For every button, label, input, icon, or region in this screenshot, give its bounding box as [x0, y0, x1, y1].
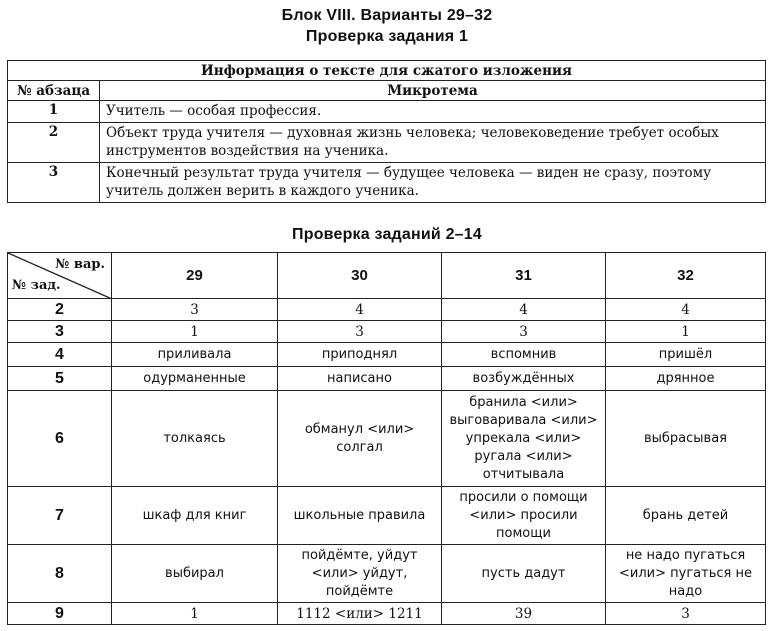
- table-row: [8, 123, 766, 163]
- section-title: Проверка заданий 2–14: [292, 226, 482, 243]
- answer-cell: возбуждённых: [442, 367, 606, 391]
- task-header-label: № зад.: [12, 278, 61, 293]
- table-row: [8, 545, 766, 603]
- answer-cell: шкаф для книг: [112, 487, 278, 545]
- variant-header: 29: [112, 253, 278, 299]
- answer-cell: обманул <или> солгал: [278, 391, 442, 487]
- paragraph-number: 2: [8, 123, 100, 163]
- variant-header: 32: [606, 253, 766, 299]
- table-row: [8, 603, 766, 625]
- answer-cell: 3: [112, 299, 278, 321]
- page-title: Блок VIII. Варианты 29–32: [281, 7, 493, 24]
- table-row: [8, 163, 766, 203]
- answer-cell: пусть дадут: [442, 545, 606, 603]
- table-row: [8, 367, 766, 391]
- variant-header: 31: [442, 253, 606, 299]
- table-row: [8, 487, 766, 545]
- task-number: 4: [8, 343, 112, 367]
- microtheme-text: Конечный результат труда учителя — будущее человека — виден не сразу, поэтому учитель должен верить в каждого ученика.: [100, 163, 766, 203]
- answer-cell: 3: [606, 603, 766, 625]
- task-number: 3: [8, 321, 112, 343]
- answer-cell: брань детей: [606, 487, 766, 545]
- task-number: 2: [8, 299, 112, 321]
- answer-cell: 1: [112, 321, 278, 343]
- task-number: 9: [8, 603, 112, 625]
- paragraph-number: 3: [8, 163, 100, 203]
- task-number: 8: [8, 545, 112, 603]
- answer-cell: школьные правила: [278, 487, 442, 545]
- table-row: [8, 101, 766, 123]
- answer-cell: приливала: [112, 343, 278, 367]
- info-col-paragraph: № абзаца: [8, 81, 100, 101]
- page-subtitle: Проверка задания 1: [305, 28, 469, 45]
- answer-cell: 39: [442, 603, 606, 625]
- answer-cell: 3: [278, 321, 442, 343]
- answer-cell: одурманенные: [112, 367, 278, 391]
- answer-cell: пришёл: [606, 343, 766, 367]
- answer-cell: выбирал: [112, 545, 278, 603]
- answer-cell: выбрасывая: [606, 391, 766, 487]
- info-col-microtheme: Микротема: [100, 81, 766, 101]
- table-row: [8, 321, 766, 343]
- info-table-title: Информация о тексте для сжатого изложения: [8, 61, 766, 81]
- answer-cell: не надо пугаться <или> пугаться не надо: [606, 545, 766, 603]
- answer-cell: дрянное: [606, 367, 766, 391]
- answer-cell: написано: [278, 367, 442, 391]
- table-corner-cell: [8, 253, 112, 299]
- answer-cell: толкаясь: [112, 391, 278, 487]
- answer-cell: приподнял: [278, 343, 442, 367]
- answer-cell: 1: [606, 321, 766, 343]
- answer-cell: пойдёмте, уйдут <или> уйдут, пойдёмте: [278, 545, 442, 603]
- answer-cell: бранила <или> выговаривала <или> упрекала <или> ругала <или> отчитывала: [442, 391, 606, 487]
- answer-cell: 4: [606, 299, 766, 321]
- answer-cell: 3: [442, 321, 606, 343]
- table-row: [8, 343, 766, 367]
- table-row: [8, 299, 766, 321]
- variant-header: 30: [278, 253, 442, 299]
- microtheme-text: Объект труда учителя — духовная жизнь человека; человековедение требует особых инструментов воздействия на ученика.: [100, 123, 766, 163]
- info-table: [7, 60, 766, 203]
- answer-cell: вспомнив: [442, 343, 606, 367]
- answer-cell: просили о помощи <или> просили помощи: [442, 487, 606, 545]
- task-number: 7: [8, 487, 112, 545]
- microtheme-text: Учитель — особая профессия.: [100, 101, 766, 123]
- variant-header-label: № вар.: [55, 257, 105, 272]
- answer-cell: 4: [442, 299, 606, 321]
- answer-cell: 1: [112, 603, 278, 625]
- paragraph-number: 1: [8, 101, 100, 123]
- answers-table: [7, 252, 766, 625]
- task-number: 6: [8, 391, 112, 487]
- answer-cell: 1112 <или> 1211: [278, 603, 442, 625]
- answer-cell: 4: [278, 299, 442, 321]
- table-row: [8, 391, 766, 487]
- task-number: 5: [8, 367, 112, 391]
